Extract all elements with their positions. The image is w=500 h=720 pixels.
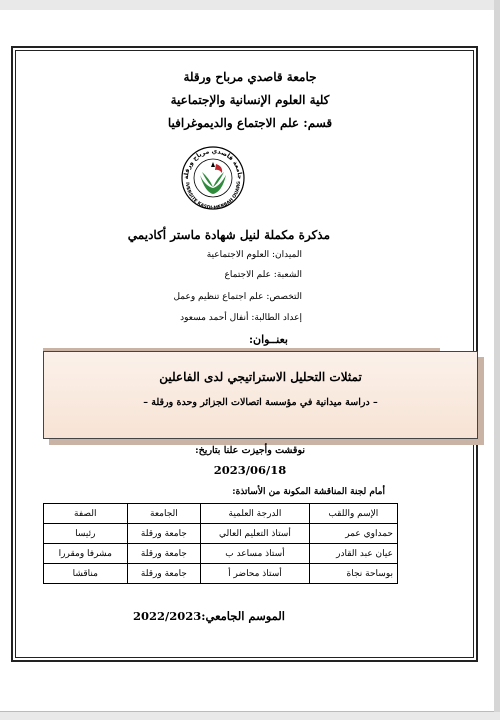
jury-grade: أستاذ التعليم العالي bbox=[201, 524, 309, 544]
jury-role: مناقشا bbox=[44, 564, 128, 584]
prepared-by-line: إعداد الطالبة: أنفال أحمد مسعود bbox=[180, 313, 302, 323]
jury-name: عيان عبد القادر bbox=[309, 544, 397, 564]
jury-grade: أستاذ محاضر أ bbox=[201, 564, 309, 584]
faculty-name: كلية العلوم الإنسانية والإجتماعية bbox=[170, 93, 330, 107]
jury-table bbox=[43, 503, 398, 584]
seal-latin-text: IVERSITE KASDI-MERBAH OUARG bbox=[183, 181, 243, 212]
university-seal-icon bbox=[178, 142, 248, 212]
academic-season: الموسم الجامعي:2022/2023 bbox=[133, 609, 285, 623]
jury-name: حمداوي عمر bbox=[309, 524, 397, 544]
jury-name: بوساحة نجاة bbox=[309, 564, 397, 584]
field-line: الميدان: العلوم الاجتماعية bbox=[206, 250, 302, 260]
seal-arabic-text: جامعة قاصدي مرباح ورقلة bbox=[182, 147, 244, 180]
table-row bbox=[44, 544, 398, 564]
viewer-bottom-bar bbox=[0, 712, 500, 720]
header-grade: الدرجة العلمية bbox=[201, 504, 309, 524]
header-name: الإسم واللقب bbox=[309, 504, 397, 524]
branch-line: الشعبة: علم الاجتماع bbox=[224, 270, 302, 280]
department-name: قسم: علم الاجتماع والديموغرافيا bbox=[167, 116, 333, 130]
header-role: الصفة bbox=[44, 504, 128, 524]
committee-label: أمام لجنة المناقشة المكونة من الأساتذة: bbox=[232, 487, 385, 497]
specialty-line: التخصص: علم اجتماع تنظيم وعمل bbox=[173, 292, 302, 302]
viewer-top-bar bbox=[0, 0, 500, 10]
table-row bbox=[44, 524, 398, 544]
university-name: جامعة قاصدي مرباح ورقلة bbox=[183, 70, 317, 84]
title-box bbox=[43, 351, 478, 439]
header-university: الجامعة bbox=[127, 504, 201, 524]
thesis-subtitle: – دراسة ميدانية في مؤسسة اتصالات الجزائر وحدة ورقلة – bbox=[143, 397, 378, 408]
defense-label: نوقشت وأجيزت علنا بتاريخ: bbox=[195, 445, 305, 456]
title-label: بعنــوان: bbox=[248, 333, 288, 346]
viewer-scrollbar[interactable] bbox=[494, 0, 500, 720]
jury-header-row bbox=[44, 504, 398, 524]
jury-grade: أستاذ مساعد ب bbox=[201, 544, 309, 564]
jury-university: جامعة ورقلة bbox=[127, 524, 201, 544]
jury-role: رئيسا bbox=[44, 524, 128, 544]
defense-date: 2023/06/18 bbox=[213, 463, 287, 477]
thesis-main-title: تمثلات التحليل الاستراتيجي لدى الفاعلين bbox=[159, 370, 362, 384]
jury-university: جامعة ورقلة bbox=[127, 544, 201, 564]
jury-role: مشرفا ومقررا bbox=[44, 544, 128, 564]
thesis-type: مذكرة مكملة لنيل شهادة ماستر أكاديمي bbox=[127, 228, 330, 242]
table-row bbox=[44, 564, 398, 584]
jury-university: جامعة ورقلة bbox=[127, 564, 201, 584]
page-edge bbox=[0, 711, 494, 712]
